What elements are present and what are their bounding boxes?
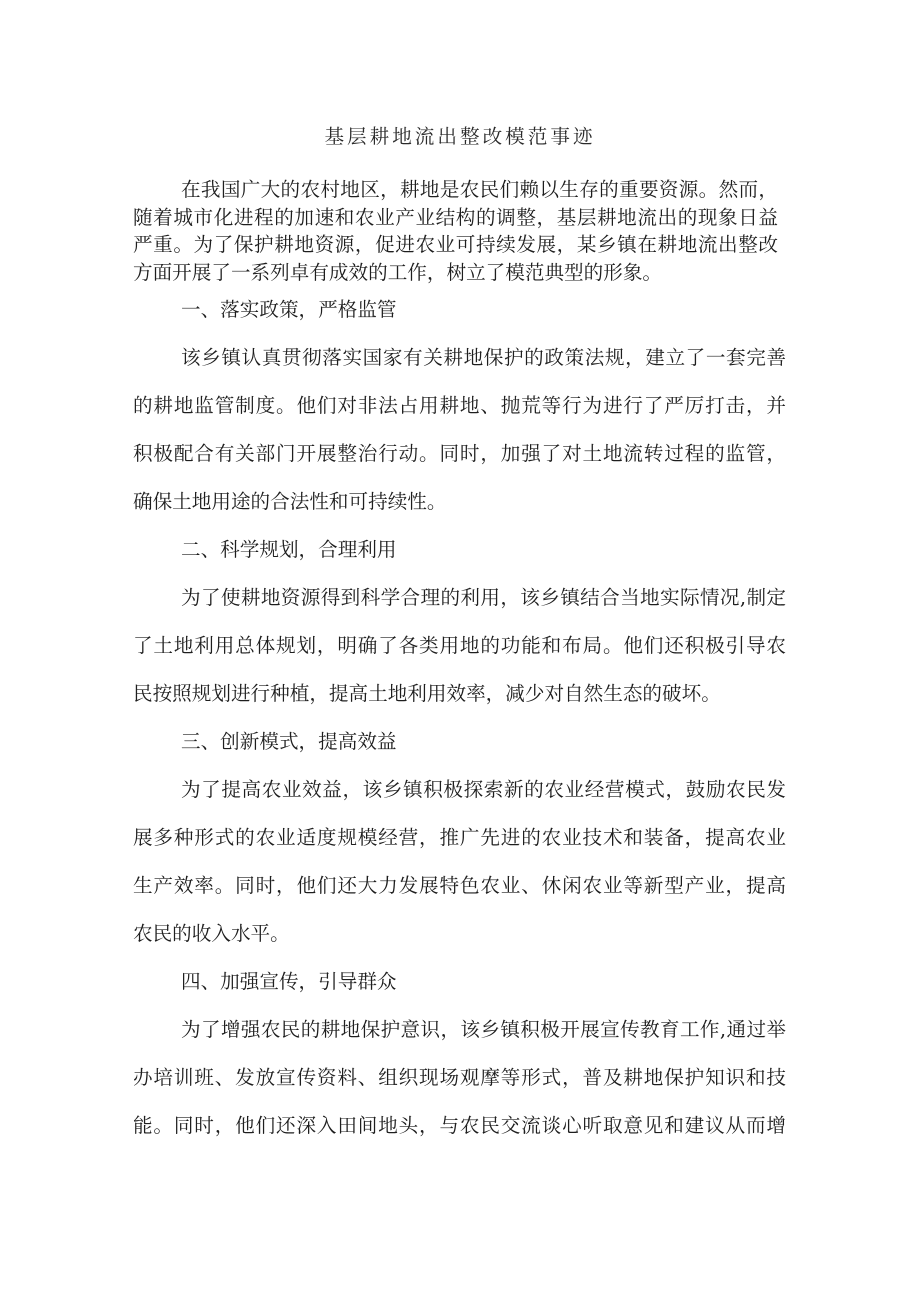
document-title: 基层耕地流出整改模范事迹 (324, 125, 596, 148)
paragraph-line: 的耕地监管制度。他们对非法占用耕地、抛荒等行为进行了严厉打击，并 (133, 394, 786, 417)
section-heading: 四、加强宣传，引导群众 (181, 970, 397, 993)
paragraph-line: 严重。为了保护耕地资源，促进农业可持续发展，某乡镇在耕地流出整改 (133, 233, 778, 257)
section-1 (133, 286, 786, 526)
paragraph-line: 在我国广大的农村地区，耕地是农民们赖以生存的重要资源。然而， (181, 178, 778, 201)
intro-paragraph (133, 176, 778, 287)
paragraph-line: 积极配合有关部门开展整治行动。同时，加强了对土地流转过程的监管， (133, 442, 786, 465)
paragraph-line: 为了增强农民的耕地保护意识，该乡镇积极开展宣传教育工作,通过举 (181, 1018, 786, 1041)
section-paragraph (133, 334, 786, 526)
section-paragraph (133, 766, 786, 958)
paragraph-line: 为了提高农业效益，该乡镇积极探索新的农业经营模式，鼓励农民发 (181, 778, 786, 801)
paragraph-line: 农民的收入水平。 (133, 922, 290, 945)
paragraph-line: 了土地利用总体规划，明确了各类用地的功能和布局。他们还积极引导农 (133, 634, 786, 657)
paragraph-line: 方面开展了一系列卓有成效的工作，树立了模范典型的形象。 (133, 261, 663, 285)
paragraph-line: 随着城市化进程的加速和农业产业结构的调整，基层耕地流出的现象日益 (133, 205, 778, 229)
paragraph-line: 民按照规划进行种植，提高土地利用效率，减少对自然生态的破坏。 (133, 682, 721, 705)
document-body (133, 286, 786, 1150)
paragraph-line: 确保土地用途的合法性和可持续性。 (133, 490, 447, 513)
section-heading: 一、落实政策，严格监管 (181, 298, 397, 321)
paragraph-line: 为了使耕地资源得到科学合理的利用，该乡镇结合当地实际情况,制定 (181, 586, 786, 609)
section-2 (133, 526, 786, 718)
section-3 (133, 718, 786, 958)
paragraph-line: 办培训班、发放宣传资料、组织现场观摩等形式，普及耕地保护知识和技 (133, 1066, 786, 1089)
paragraph-line: 能。同时，他们还深入田间地头，与农民交流谈心听取意见和建议从而增 (133, 1114, 786, 1137)
paragraph-line: 该乡镇认真贯彻落实国家有关耕地保护的政策法规，建立了一套完善 (181, 346, 786, 369)
section-4 (133, 958, 786, 1150)
section-paragraph (133, 1006, 786, 1150)
section-heading: 三、创新模式，提高效益 (181, 730, 397, 753)
paragraph-line: 生产效率。同时，他们还大力发展特色农业、休闲农业等新型产业，提高 (133, 874, 786, 897)
section-paragraph (133, 574, 786, 718)
section-heading: 二、科学规划，合理利用 (181, 538, 397, 561)
paragraph-line: 展多种形式的农业适度规模经营，推广先进的农业技术和装备，提高农业 (133, 826, 786, 849)
